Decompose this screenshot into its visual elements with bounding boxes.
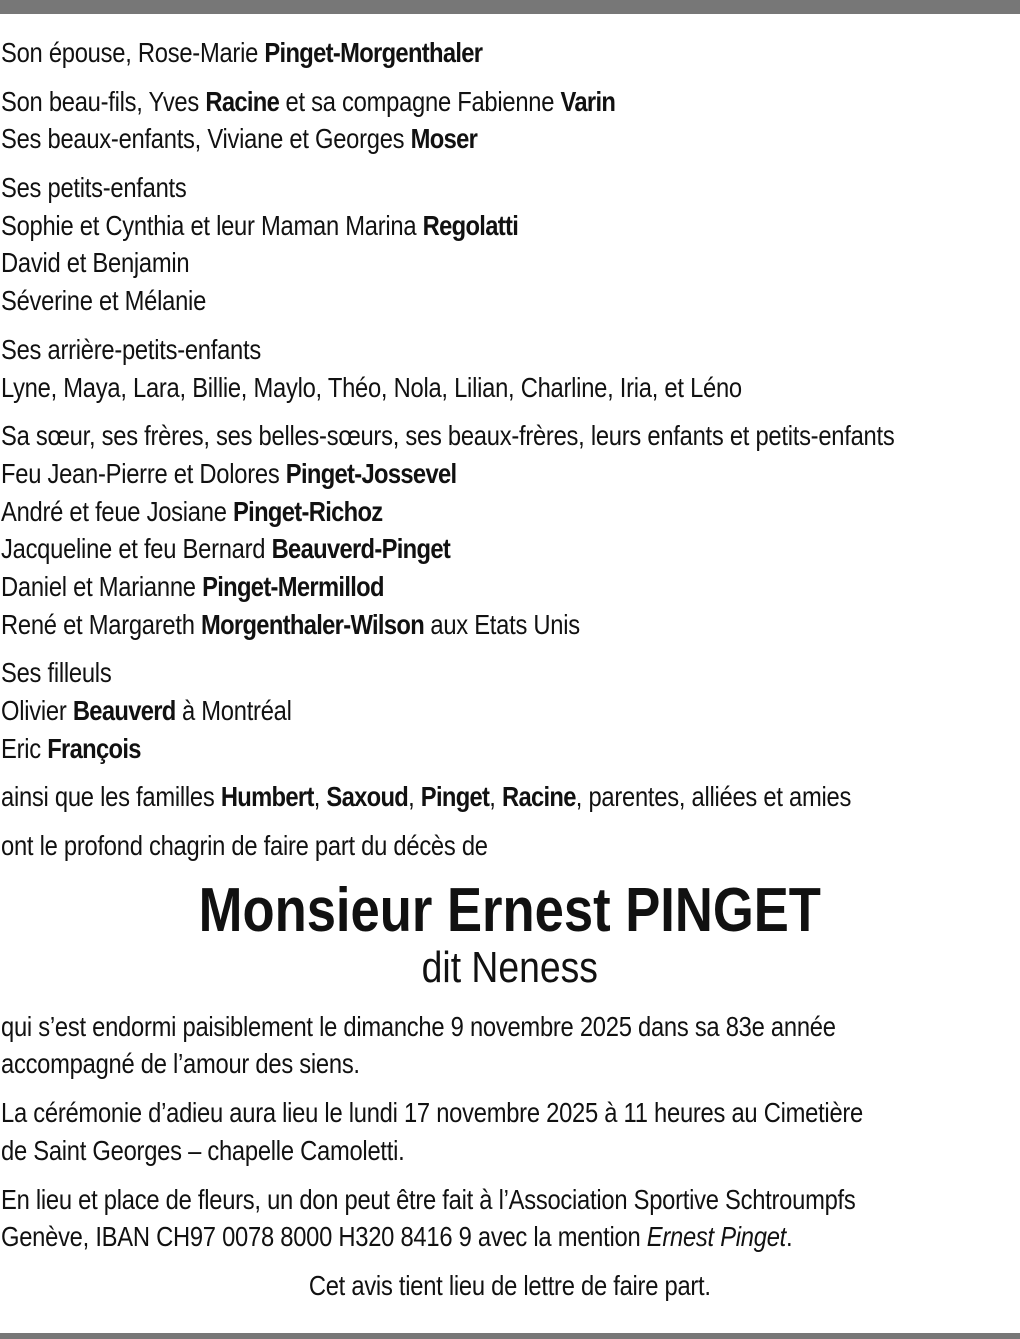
text-segment: Séverine et Mélanie — [1, 285, 207, 317]
paragraph — [1, 778, 1019, 816]
text-line — [1, 34, 1019, 72]
text-segment: Olivier — [1, 695, 73, 726]
text-segment: , parentes, alliées et amies — [575, 781, 852, 813]
paragraph — [1, 34, 1019, 72]
surname: Beauverd-Pinget — [271, 533, 451, 565]
text-segment: Daniel et Marianne — [1, 570, 203, 602]
text-line — [1, 244, 1019, 282]
text-line — [1, 83, 1019, 121]
surname: Humbert — [220, 781, 314, 813]
text-segment: de Saint Georges – chapelle Camoletti. — [1, 1134, 405, 1166]
paragraph — [1, 83, 1019, 158]
surname: Regolatti — [422, 209, 519, 241]
text-segment: , — [313, 781, 327, 813]
paragraph — [1, 1181, 1019, 1256]
text-line — [1, 606, 1019, 644]
text-line — [1, 1008, 1019, 1046]
text-line — [1, 530, 1019, 568]
text-line — [1, 827, 1019, 865]
text-segment: Genève, IBAN CH97 0078 8000 H320 8416 9 avec la mention — [1, 1221, 647, 1253]
surname: Pinget-Richoz — [233, 495, 383, 527]
text-segment: Ses arrière-petits-enfants — [1, 333, 261, 365]
deceased-nickname: dit Neness — [421, 942, 598, 992]
text-segment: Ses filleuls — [1, 657, 112, 689]
text-segment: René et Margareth — [1, 608, 201, 640]
paragraph — [1, 417, 1019, 643]
surname: Saxoud — [326, 781, 409, 813]
surname: Racine — [501, 781, 576, 813]
surname: Pinget-Mermillod — [202, 570, 384, 602]
text-segment: Eric — [1, 732, 48, 764]
text-segment: Son beau-fils, Yves — [1, 85, 206, 117]
text-line — [1, 778, 1019, 816]
text-segment: , — [489, 781, 502, 813]
obituary-notice — [1, 34, 1019, 1305]
text-segment: Ses beaux-enfants, Viviane et Georges — [1, 123, 411, 155]
surname: Beauverd — [72, 695, 176, 726]
text-line — [1, 730, 1019, 768]
bottom-rule — [0, 1333, 1020, 1339]
deceased-name: Monsieur Ernest PINGET — [198, 875, 821, 945]
surname: Morgenthaler-Wilson — [200, 608, 425, 640]
text-line — [1, 417, 1019, 455]
text-segment: à Montréal — [175, 695, 292, 726]
text-segment: accompagné de l’amour des siens. — [1, 1048, 360, 1080]
surname: Racine — [205, 85, 280, 117]
paragraph — [1, 654, 1019, 767]
text-segment: Son épouse, Rose-Marie — [1, 37, 265, 68]
text-segment: Lyne, Maya, Lara, Billie, Maylo, Théo, Nola, Lilian, Charline, Iria, et Léno — [1, 371, 742, 403]
ceremony-details — [1, 1008, 1019, 1256]
surname: Moser — [410, 123, 478, 155]
family-list — [1, 34, 1019, 865]
text-segment: David et Benjamin — [1, 247, 190, 279]
text-line — [1, 282, 1019, 320]
surname: Pinget-Morgenthaler — [264, 37, 483, 68]
text-segment: André et feue Josiane — [1, 495, 234, 527]
surname: Pinget — [420, 781, 490, 813]
surname: Pinget-Jossevel — [285, 457, 457, 489]
text-segment: Sophie et Cynthia et leur Maman Marina — [1, 209, 423, 241]
text-line — [1, 120, 1019, 158]
text-line — [1, 1045, 1019, 1083]
paragraph — [1, 827, 1019, 865]
text-line — [1, 568, 1019, 606]
text-line — [1, 369, 1019, 407]
top-rule — [0, 0, 1020, 14]
text-segment: qui s’est endormi paisiblement le dimanche 9 novembre 2025 dans sa 83e année — [1, 1010, 836, 1042]
text-segment: Jacqueline et feu Bernard — [1, 533, 272, 565]
text-line — [1, 1094, 1019, 1132]
closing-note: Cet avis tient lieu de lettre de faire part. — [308, 1269, 711, 1301]
text-segment: Ses petits-enfants — [1, 172, 187, 204]
text-line — [1, 654, 1019, 692]
paragraph — [1, 1008, 1019, 1083]
text-line — [1, 493, 1019, 531]
text-line — [1, 207, 1019, 245]
text-segment: aux Etats Unis — [424, 608, 580, 640]
paragraph — [1, 169, 1019, 320]
text-line — [1, 1218, 1019, 1256]
text-line — [1, 331, 1019, 369]
text-line — [1, 169, 1019, 207]
text-segment: . — [785, 1221, 793, 1253]
text-segment: En lieu et place de fleurs, un don peut être fait à l’Association Sportive Schtroumpfs — [1, 1183, 856, 1215]
paragraph — [1, 1094, 1019, 1169]
surname: François — [47, 732, 141, 764]
text-segment: ont le profond chagrin de faire part du décès de — [1, 830, 488, 862]
text-segment: , — [408, 781, 421, 813]
text-line — [1, 1181, 1019, 1219]
paragraph — [1, 331, 1019, 406]
text-segment: Sa sœur, ses frères, ses belles-sœurs, ses beaux-frères, leurs enfants et petits-enfants — [1, 420, 895, 452]
emphasis-text: Ernest Pinget — [646, 1221, 786, 1253]
surname: Varin — [560, 85, 616, 117]
text-line — [1, 1132, 1019, 1170]
text-segment: et sa compagne Fabienne — [279, 85, 561, 117]
text-line — [1, 455, 1019, 493]
text-line — [1, 692, 1019, 730]
text-segment: ainsi que les familles — [1, 781, 221, 813]
text-segment: La cérémonie d’adieu aura lieu le lundi 17 novembre 2025 à 11 heures au Cimetière — [1, 1097, 864, 1129]
text-segment: Feu Jean-Pierre et Dolores — [1, 457, 286, 489]
